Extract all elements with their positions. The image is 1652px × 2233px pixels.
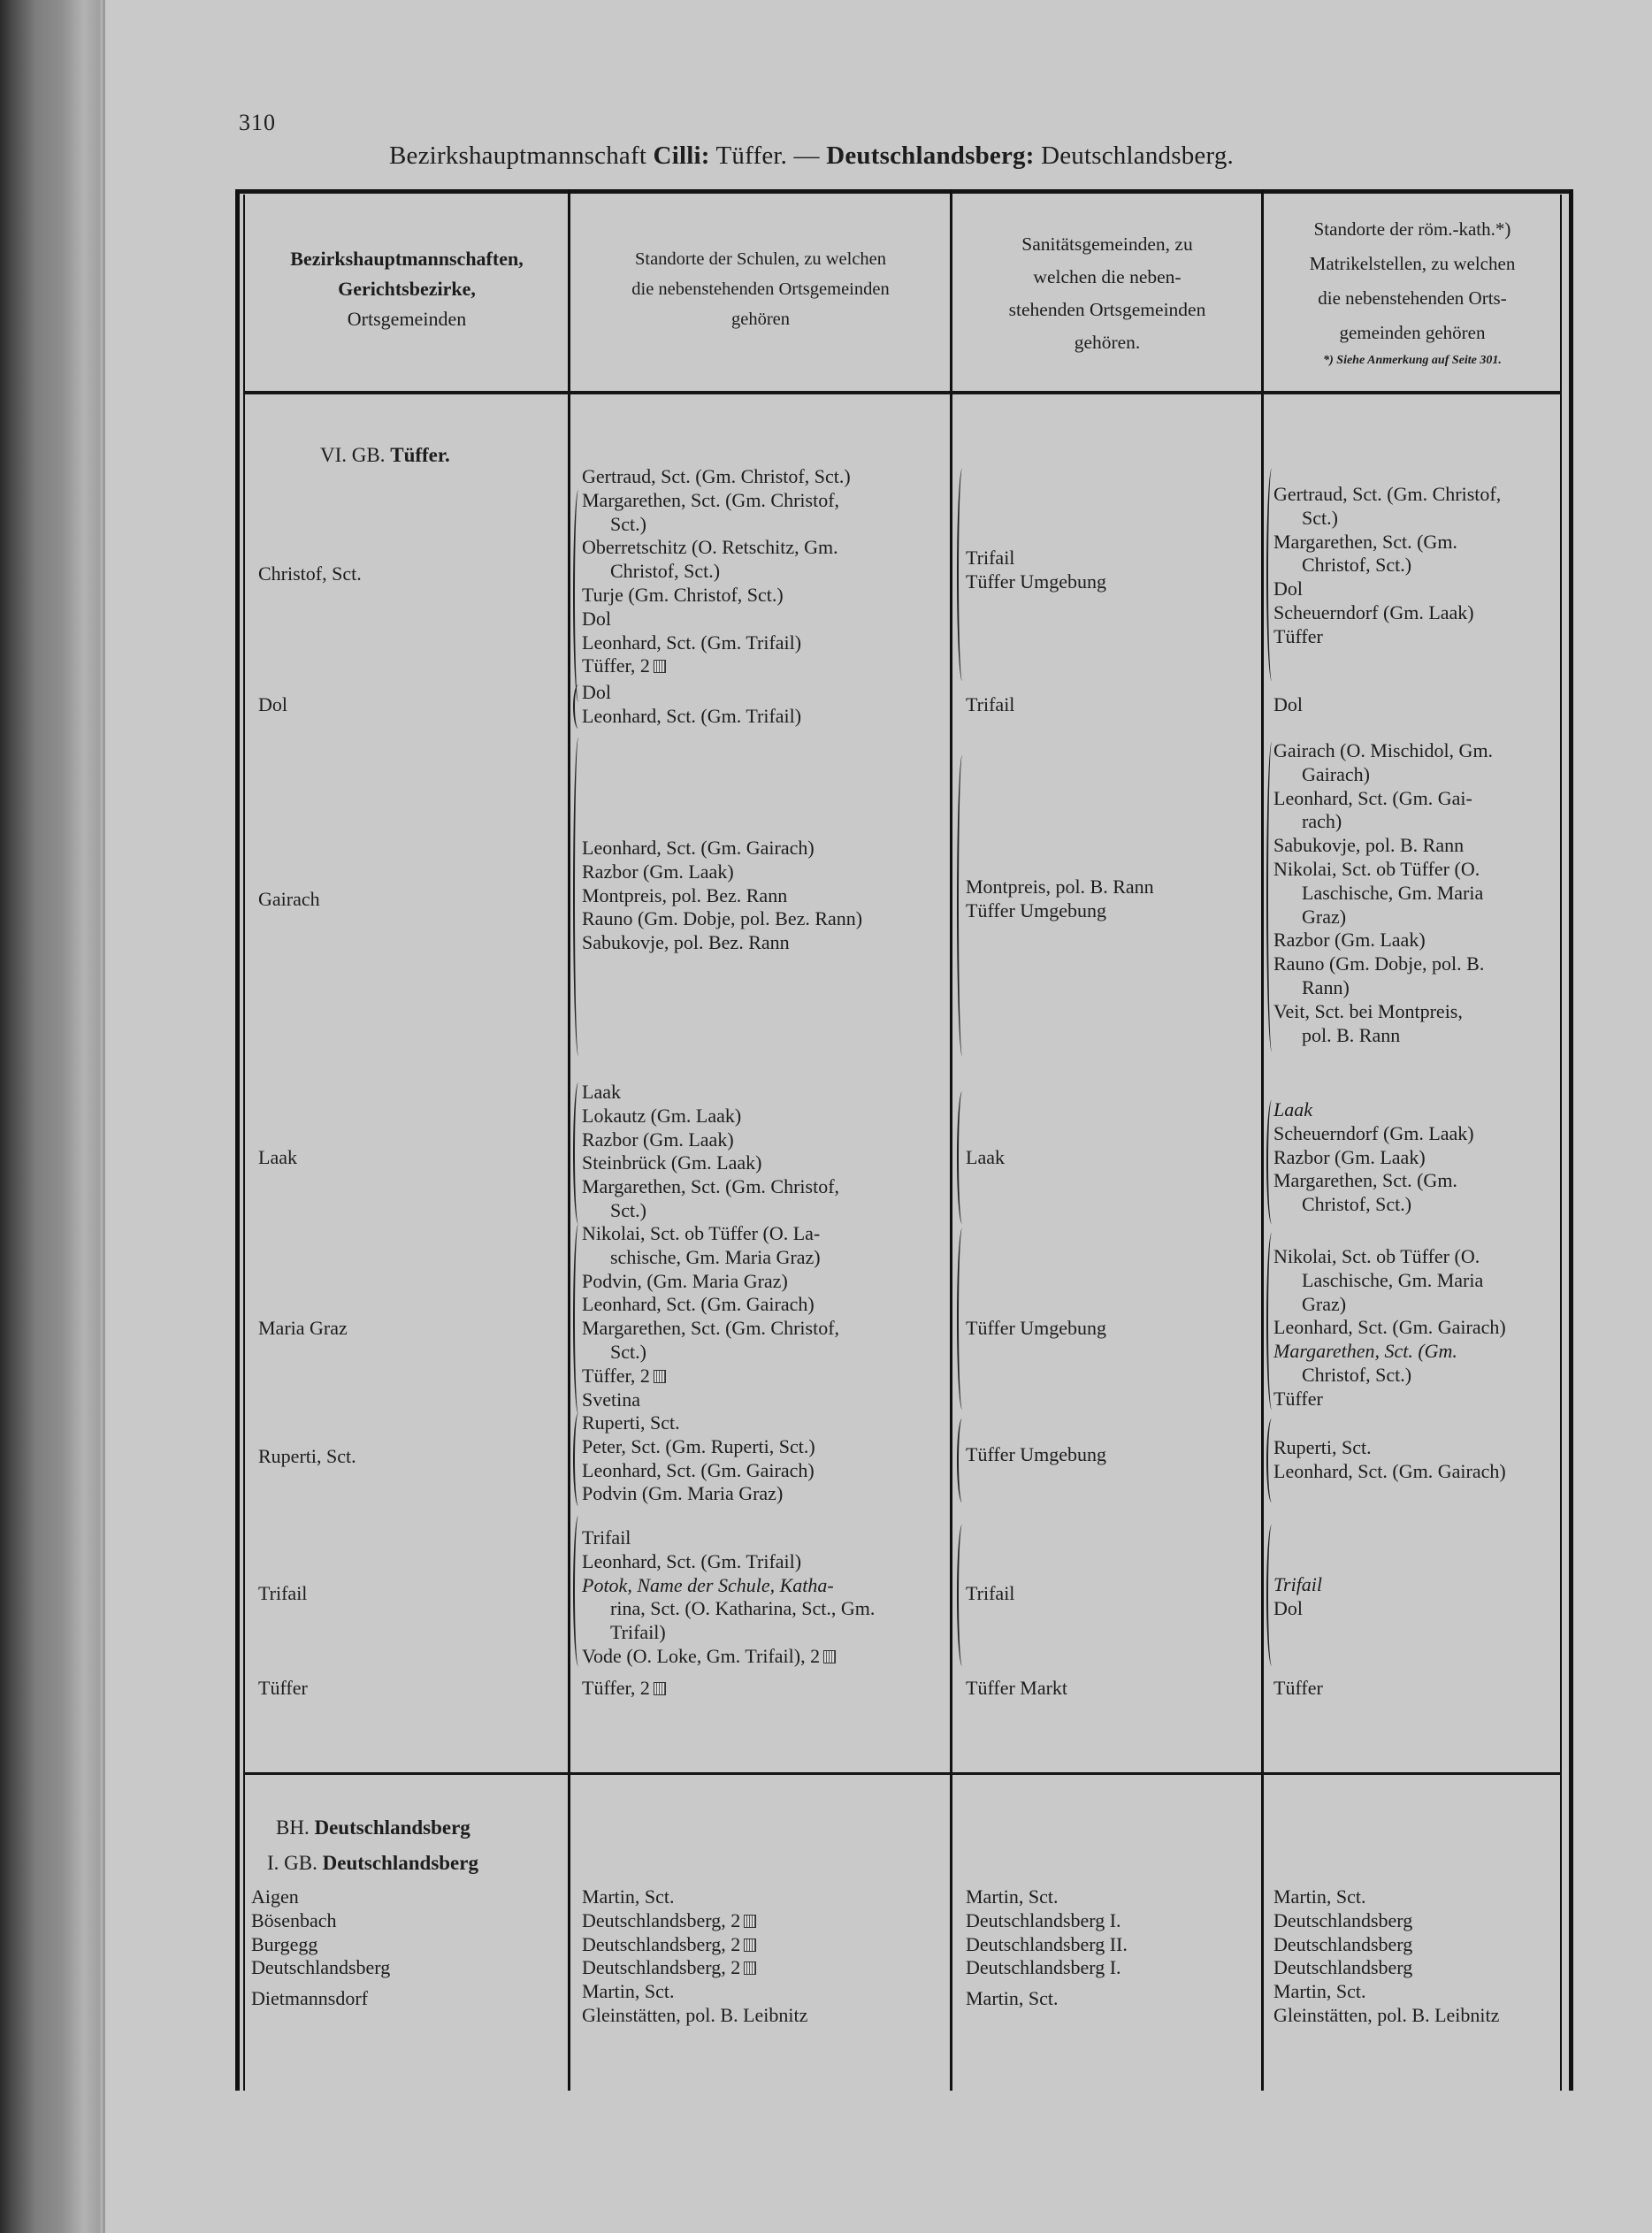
matrikel-ruperti [1273,1436,1506,1484]
list-item: Gertraud, Sct. (Gm. Christof, Sct.) [582,465,851,487]
brace-icon [957,1091,967,1224]
running-head-district: Cilli: [653,141,710,170]
header-line: Standorte der Schulen, zu welchen [634,249,887,269]
column-divider-3 [1261,189,1264,2091]
brace-icon [573,1516,584,1666]
list-item: Deutschlandsberg [1273,1908,1413,1931]
matrikel-deutschlandsberg [1273,1885,1499,2028]
running-head [389,141,1234,171]
list-item: Nikolai, Sct. ob Tüffer (O. La- [582,1222,821,1244]
list-item: Tüffer Umgebung [966,570,1107,593]
header-line: Bezirkshauptmannschaften, [290,248,524,270]
book-gutter-shadow [0,0,104,2233]
list-item: Sct.) [610,1340,646,1363]
gemeinde-gairach: Gairach [258,888,320,910]
column-divider-1 [568,189,570,2091]
school-building-icon [744,1962,756,1975]
table-top-rule [235,189,1571,194]
header-line: gehören [730,310,791,329]
list-item-text: Tüffer, 2 [582,1677,650,1699]
section-name: Deutschlandsberg [322,1852,478,1874]
list-item: Oberretschitz (O. Retschitz, Gm. [582,536,838,559]
list-item: Martin, Sct. [582,1980,675,2003]
school-building-icon [744,1939,756,1952]
list-item [582,1956,807,1980]
gemeinde-deutschlandsberg: Deutschlandsberg [251,1956,391,1979]
gemeinde-laak: Laak [258,1146,297,1168]
running-head-part: Bezirkshauptmannschaft [389,141,647,170]
list-item: Razbor (Gm. Laak) [582,1128,734,1151]
list-item: Deutschlandsberg I. [966,1908,1121,1931]
list-item: Deutschlandsberg I. [966,1956,1121,1979]
list-item: Leonhard, Sct. (Gm. Gai- [1273,786,1472,809]
gemeinde-tueffer: Tüffer [258,1677,308,1699]
list-item: Veit, Sct. bei Montpreis, [1273,999,1463,1022]
column-header-schulen [571,244,950,334]
list-item: Martin, Sct. [966,1987,1059,2010]
list-item: Dol [1273,1596,1303,1619]
list-item-text: Tüffer, 2 [582,654,650,677]
brace-icon [1266,1525,1277,1666]
section-title-tueffer [320,444,450,467]
list-item: Margarethen, Sct. (Gm. Christof, [582,1317,840,1340]
list-item: Deutschlandsberg [1273,1932,1413,1955]
table-right-inner-rule [1560,195,1562,2091]
running-head-part: Deutschlandsberg. [1041,141,1234,170]
schulen-tueffer [582,1677,666,1701]
list-item: Sct.) [610,512,646,535]
matrikel-laak [1273,1098,1555,1217]
list-item: Sct.) [610,1198,646,1221]
sanitaet-maria-graz: Tüffer Umgebung [966,1317,1107,1339]
list-item: Leonhard, Sct. (Gm. Trifail) [582,704,802,727]
section-name: Deutschlandsberg [314,1816,470,1839]
schulen-deutschlandsberg [582,1885,807,2028]
list-item: Margarethen, Sct. (Gm. Christof, [582,488,840,511]
sanitaet-dol: Trifail [966,693,1015,715]
gemeinde-trifail: Trifail [258,1582,308,1604]
list-item-text: Vode (O. Loke, Gm. Trifail), 2 [582,1644,821,1667]
matrikel-trifail [1273,1573,1322,1621]
list-item: pol. B. Rann [1302,1023,1401,1046]
brace-icon [957,1228,967,1410]
list-item: Margarethen, Sct. (Gm. [1273,1169,1457,1192]
schulen-gairach [582,837,862,955]
list-item: Razbor (Gm. Laak) [1273,929,1426,952]
list-item: Gleinstätten, pol. B. Leibnitz [1273,2003,1500,2026]
schulen-ruperti [582,1411,815,1506]
header-line: Gerichtsbezirke, [338,278,476,300]
column-header-gemeinden [246,244,568,334]
matrikel-dol: Dol [1273,693,1303,715]
gutter-fold-line [103,0,105,2233]
list-item: Leonhard, Sct. (Gm. Gairach) [582,1293,815,1316]
list-item: Christof, Sct.) [1302,1193,1412,1216]
list-item: Dol [1273,577,1303,600]
list-item: Scheuerndorf (Gm. Laak) [1273,600,1474,623]
gemeinde-christof: Christof, Sct. [258,562,362,585]
list-item: Gairach (O. Mischidol, Gm. [1273,739,1494,761]
gemeinde-dol: Dol [258,693,287,715]
list-item: Laak [1273,1098,1312,1120]
list-item-text: Deutschlandsberg, 2 [582,1908,741,1931]
sanitaet-laak: Laak [966,1146,1005,1168]
header-line: Sanitätsgemeinden, zu [1021,233,1193,255]
brace-icon [1266,1419,1277,1503]
school-building-icon [823,1650,836,1663]
running-head-district: Deutschlandsberg: [826,141,1035,170]
matrikel-christof [1273,483,1555,649]
brace-icon [573,684,584,729]
header-line: Standorte der röm.-kath.*) [1313,218,1511,240]
column-divider-2 [950,189,952,2091]
list-item [582,654,945,678]
list-item: Deutschlandsberg [1273,1956,1413,1979]
list-item: Scheuerndorf (Gm. Laak) [1273,1121,1474,1144]
schulen-maria-graz [582,1222,945,1411]
brace-icon [957,1525,967,1666]
matrikel-tueffer: Tüffer [1273,1677,1323,1699]
column-header-matrikel [1265,212,1560,371]
list-item: Gairach) [1302,762,1370,785]
list-item: Trifail) [610,1621,666,1644]
header-line: gemeinden gehören [1339,322,1486,343]
sanitaet-tueffer: Tüffer Markt [966,1677,1068,1699]
column-header-sanitaet [953,228,1261,359]
brace-icon [573,1413,584,1506]
section-prefix: BH. [276,1816,310,1839]
list-item: Tüffer [1273,624,1323,647]
list-item: Christof, Sct.) [610,560,721,583]
matrikel-gairach [1273,739,1555,1047]
list-item: Tüffer [1273,1387,1323,1410]
list-item [582,1645,945,1669]
gemeinde-ruperti: Ruperti, Sct. [258,1445,356,1467]
list-item: Sct.) [1302,506,1338,529]
header-footnote: *) Siehe Anmerkung auf Seite 301. [1323,354,1502,367]
running-head-part: Tüffer. — [715,141,820,170]
school-building-icon [654,1682,666,1695]
list-item: Peter, Sct. (Gm. Ruperti, Sct.) [582,1434,815,1457]
brace-icon [1266,1100,1277,1224]
brace-icon [1266,742,1277,1051]
list-item: Leonhard, Sct. (Gm. Gairach) [1273,1316,1506,1339]
list-item-text: Deutschlandsberg, 2 [582,1932,741,1955]
list-item: Razbor (Gm. Laak) [1273,1145,1426,1168]
list-item: Montpreis, pol. Bez. Rann [582,883,788,906]
brace-icon [573,490,584,702]
page-number: 310 [239,110,276,135]
list-item: Gleinstätten, pol. B. Leibnitz [582,2003,808,2026]
list-item: Christof, Sct.) [1302,1363,1412,1386]
header-line: die nebenstehenden Ortsgemeinden [631,279,890,299]
gemeinde-dietmannsdorf: Dietmannsdorf [251,1987,368,2010]
list-item [582,1909,807,1933]
list-item: Martin, Sct. [1273,1885,1366,1908]
list-item: Rann) [1302,975,1350,998]
list-item: Podvin, (Gm. Maria Graz) [582,1269,788,1292]
list-item: Deutschlandsberg II. [966,1932,1128,1955]
list-item: Margarethen, Sct. (Gm. [1273,530,1457,553]
table-right-outer-rule [1569,189,1573,2091]
list-item: Ruperti, Sct. [582,1411,680,1434]
list-item: Nikolai, Sct. ob Tüffer (O. [1273,1245,1480,1267]
list-item: Graz) [1302,905,1347,928]
schulen-laak [582,1081,945,1223]
list-item: Trifail [966,547,1015,569]
list-item-text: Tüffer, 2 [582,1364,650,1387]
brace-icon [957,469,967,681]
sanitaet-christof [966,547,1106,594]
header-line: gehören. [1074,332,1141,353]
list-item: Leonhard, Sct. (Gm. Gairach) [582,1458,815,1481]
table-left-outer-rule [235,189,240,2091]
list-item: Laschische, Gm. Maria [1302,881,1484,904]
section-divider-rule [244,1772,1562,1775]
sanitaet-ruperti: Tüffer Umgebung [966,1443,1107,1465]
school-building-icon [744,1915,756,1928]
school-building-icon [654,660,666,673]
table-left-inner-rule [243,195,245,2091]
schulen-dol [582,681,801,729]
list-item: Martin, Sct. [582,1885,675,1908]
schulen-christof [582,465,945,678]
list-item: Dol [582,607,611,630]
list-item: Dol [582,681,611,703]
header-line: welchen die neben- [1033,266,1182,287]
list-item: Svetina [582,1388,640,1411]
list-item: Turje (Gm. Christof, Sct.) [582,583,784,606]
list-item: Trifail [582,1526,631,1549]
gemeinde-burgegg: Burgegg [251,1932,318,1955]
sanitaet-deutschlandsberg [966,1885,1128,2011]
list-item: Rauno (Gm. Dobje, pol. B. [1273,952,1485,975]
list-item: Laak [582,1081,621,1103]
header-line: Ortsgemeinden [347,308,467,330]
brace-icon [1266,1233,1277,1410]
list-item: Leonhard, Sct. (Gm. Trifail) [582,631,802,654]
list-item: Laschische, Gm. Maria [1302,1268,1484,1291]
section-prefix: I. GB. [267,1852,317,1874]
list-item: Gertraud, Sct. (Gm. Christof, [1273,483,1502,505]
list-item: Martin, Sct. [966,1885,1059,1908]
brace-icon [573,738,584,1056]
list-item: Ruperti, Sct. [1273,1436,1372,1458]
list-item [582,1677,666,1701]
section-title-gb-deutschlandsberg [267,1852,478,1875]
brace-icon [957,755,967,1056]
sanitaet-trifail: Trifail [966,1582,1015,1604]
list-item: Podvin (Gm. Maria Graz) [582,1482,784,1505]
section-name: Tüffer. [390,444,450,466]
list-item: Martin, Sct. [1273,1980,1366,2003]
gemeinde-aigen: Aigen [251,1885,299,1908]
list-item: Razbor (Gm. Laak) [582,860,734,883]
sanitaet-gairach [966,876,1154,923]
gemeinden-deutschlandsberg [251,1885,390,2011]
list-item: Sabukovje, pol. B. Rann [1273,834,1465,857]
schulen-trifail [582,1526,945,1669]
list-item-text: Deutschlandsberg, 2 [582,1956,741,1979]
list-item: Lokautz (Gm. Laak) [582,1104,742,1127]
list-item: Trifail [1273,1573,1323,1595]
section-prefix: VI. GB. [320,444,386,466]
school-building-icon [654,1370,666,1383]
section-title-bh-deutschlandsberg [276,1816,470,1839]
list-item: schische, Gm. Maria Graz) [610,1245,821,1268]
gemeinde-boesenbach: Bösenbach [251,1908,337,1931]
header-bottom-rule [244,391,1562,394]
list-item: Christof, Sct.) [1302,554,1412,577]
brace-icon [957,1419,967,1503]
matrikel-maria-graz [1273,1245,1555,1411]
list-item: Steinbrück (Gm. Laak) [582,1151,762,1174]
brace-icon [573,1224,584,1414]
list-item: Margarethen, Sct. (Gm. [1273,1340,1457,1363]
list-item: rach) [1302,810,1342,833]
list-item: rina, Sct. (O. Katharina, Sct., Gm. [610,1597,876,1620]
list-item: Leonhard, Sct. (Gm. Trifail) [582,1549,802,1572]
header-line: die nebenstehenden Orts- [1318,287,1507,309]
list-item: Leonhard, Sct. (Gm. Gairach) [1273,1459,1506,1482]
header-line: Matrikelstellen, zu welchen [1309,253,1516,274]
list-item: Sabukovje, pol. Bez. Rann [582,931,790,954]
brace-icon [1266,469,1277,681]
list-item: Margarethen, Sct. (Gm. Christof, [582,1175,840,1198]
list-item: Tüffer Umgebung [966,899,1107,921]
list-item [582,1933,807,1957]
list-item: Leonhard, Sct. (Gm. Gairach) [582,837,815,859]
list-item [582,1365,945,1388]
list-item: Potok, Name der Schule, Katha- [582,1573,834,1596]
gemeinde-maria-graz: Maria Graz [258,1317,348,1339]
brace-icon [573,1082,584,1224]
list-item: Graz) [1302,1292,1347,1315]
register-table [241,189,1583,2091]
list-item: Rauno (Gm. Dobje, pol. Bez. Rann) [582,907,863,930]
header-line: stehenden Ortsgemeinden [1008,299,1206,320]
list-item: Montpreis, pol. B. Rann [966,876,1154,898]
list-item: Nikolai, Sct. ob Tüffer (O. [1273,857,1480,880]
